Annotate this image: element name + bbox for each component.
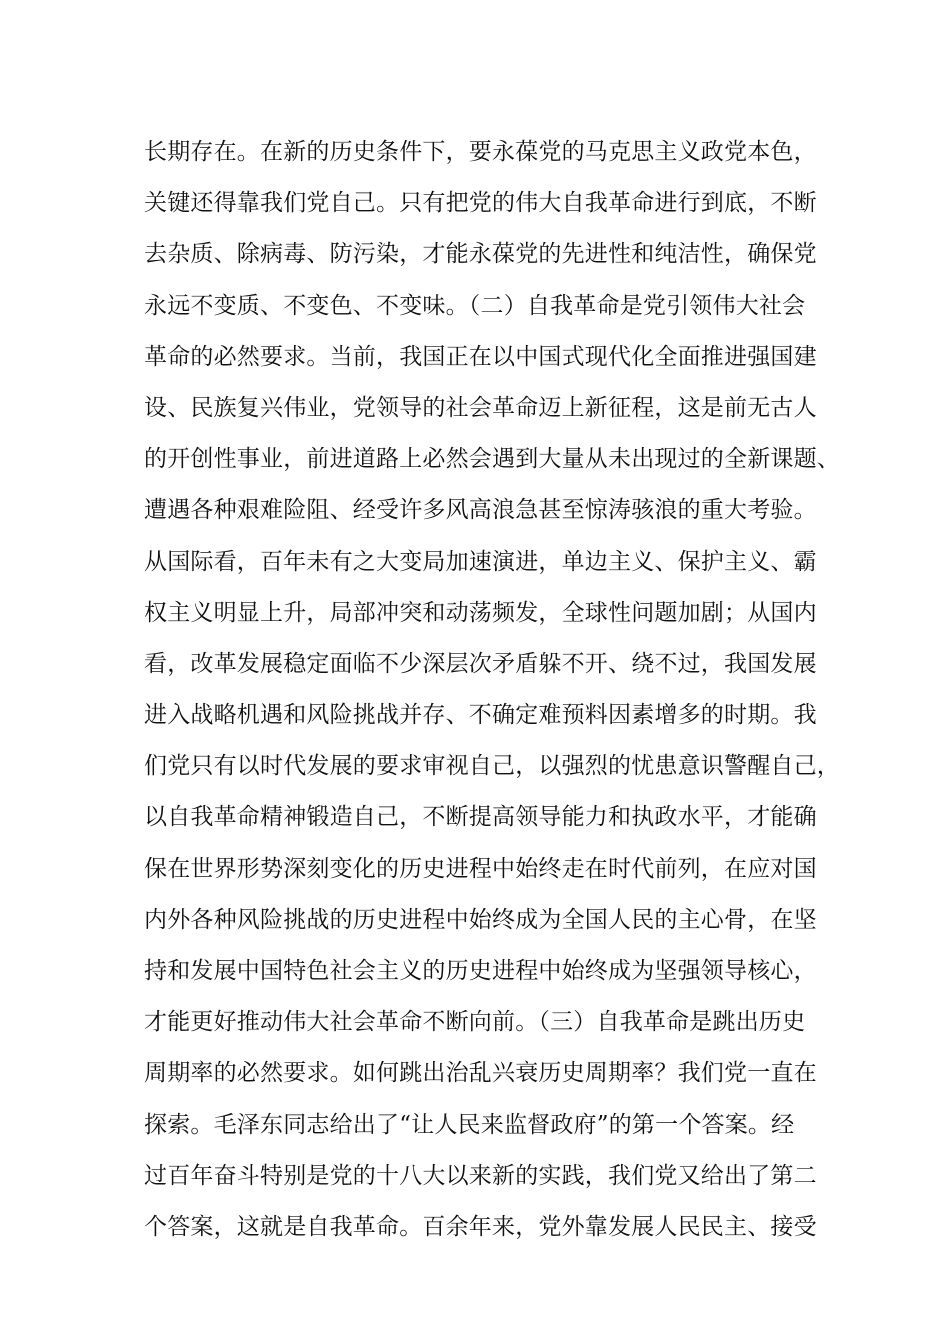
text-line: 看，改革发展稳定面临不少深层次矛盾躲不开、绕不过，我国发展 [144, 650, 817, 677]
text-line: 个答案，这就是自我革命。百余年来，党外靠发展人民民主、接受 [144, 1213, 817, 1240]
text-line: 永远不变质、不变色、不变味。（二）自我革命是党引领伟大社会 [144, 292, 806, 319]
text-line: 进入战略机遇和风险挑战并存、不确定难预料因素增多的时期。我 [144, 702, 817, 729]
text-line: 遭遇各种艰难险阻、经受许多风高浪急甚至惊涛骇浪的重大考验。 [144, 497, 817, 524]
text-line: 探索。毛泽东同志给出了“让人民来监督政府”的第一个答案。经 [144, 1111, 795, 1138]
text-line: 们党只有以时代发展的要求审视自己，以强烈的忧患意识警醒自己， [144, 753, 840, 780]
text-line: 权主义明显上升，局部冲突和动荡频发，全球性问题加剧；从国内 [144, 599, 817, 626]
text-line: 才能更好推动伟大社会革命不断向前。（三）自我革命是跳出历史 [144, 1009, 806, 1036]
text-line: 内外各种风险挑战的历史进程中始终成为全国人民的主心骨，在坚 [144, 906, 817, 933]
text-line: 过百年奋斗特别是党的十八大以来新的实践，我们党又给出了第二 [144, 1162, 817, 1189]
text-line: 以自我革命精神锻造自己，不断提高领导能力和执政水平，才能确 [144, 804, 817, 831]
text-line: 的开创性事业，前进道路上必然会遇到大量从未出现过的全新课题、 [144, 446, 840, 473]
text-line: 持和发展中国特色社会主义的历史进程中始终成为坚强领导核心， [144, 958, 817, 984]
text-line: 保在世界形势深刻变化的历史进程中始终走在时代前列，在应对国 [144, 855, 817, 882]
text-line: 去杂质、除病毒、防污染，才能永葆党的先进性和纯洁性，确保党 [144, 241, 817, 268]
text-line: 设、民族复兴伟业，党领导的社会革命迈上新征程，这是前无古人 [144, 394, 817, 421]
text-line: 关键还得靠我们党自己。只有把党的伟大自我革命进行到底，不断 [144, 190, 817, 217]
text-line: 长期存在。在新的历史条件下，要永葆党的马克思主义政党本色， [144, 139, 817, 165]
body-text [144, 129, 840, 1255]
text-line: 从国际看，百年未有之大变局加速演进，单边主义、保护主义、霸 [144, 548, 817, 575]
text-line: 周期率的必然要求。如何跳出治乱兴衰历史周期率？我们党一直在 [144, 1060, 817, 1087]
text-line: 革命的必然要求。当前，我国正在以中国式现代化全面推进强国建 [144, 343, 817, 370]
